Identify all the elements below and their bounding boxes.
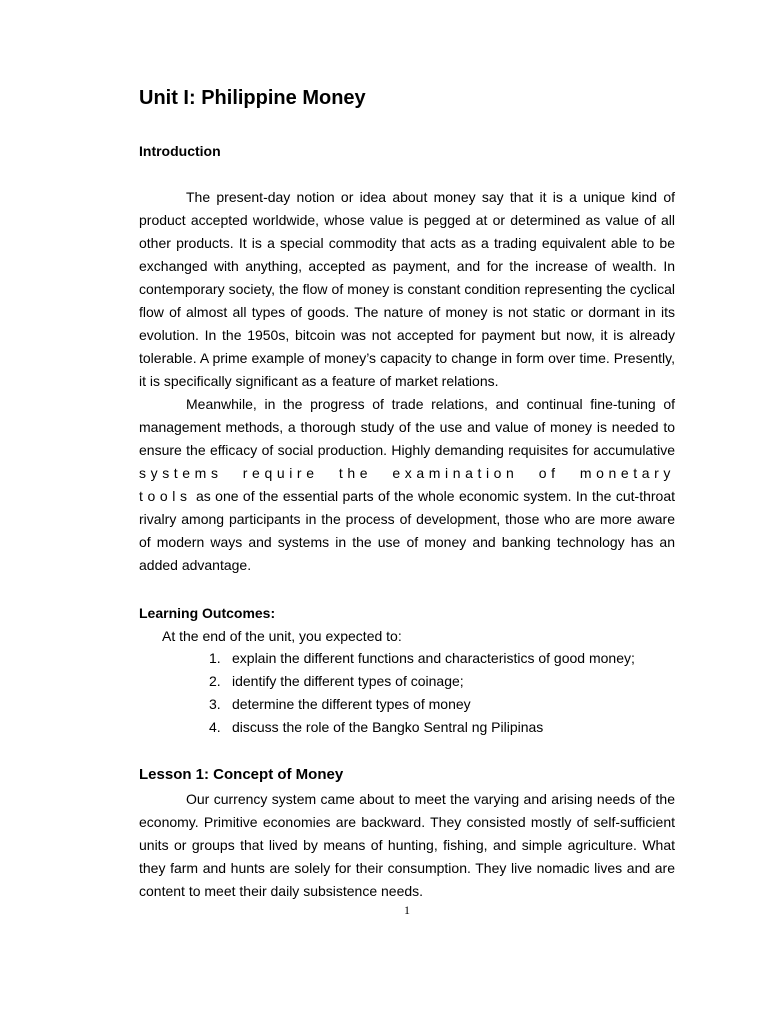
list-item-number: 3. bbox=[209, 696, 221, 712]
list-item-text: explain the different functions and characteristics of good money; bbox=[232, 650, 635, 666]
paragraph-2-part-1: Meanwhile, in the progress of trade relations, and continual fine-tuning of management methods, a thorough study of the use and value of money is needed to ensure the efficacy of social production. Highly demanding requisites for accumulative bbox=[139, 396, 675, 458]
learning-outcomes-list bbox=[209, 647, 635, 739]
list-item-number: 4. bbox=[209, 719, 221, 735]
unit-title: Unit I: Philippine Money bbox=[139, 87, 366, 109]
page-number: 1 bbox=[404, 903, 410, 917]
document-page bbox=[139, 0, 675, 1024]
introduction-paragraph-1: The present-day notion or idea about money say that it is a unique kind of product accepted worldwide, whose value is pegged at or determined as value of all other products. It is a special commodity that acts as a trading equivalent able to be exchanged with anything, accepted as payment, and for the increase of wealth. In contemporary society, the flow of money is constant condition representing the cyclical flow of almost all types of goods. The nature of money is not static or dormant in its evolution. In the 1950s, bitcoin was not accepted for payment but now, it is already tolerable. A prime example of money’s capacity to change in form over time. Presently, it is specifically significant as a feature of market relations. bbox=[139, 189, 675, 389]
list-item-text: discuss the role of the Bangko Sentral ng Pilipinas bbox=[232, 719, 544, 735]
lesson-1-heading: Lesson 1: Concept of Money bbox=[139, 766, 344, 783]
list-item-text: determine the different types of money bbox=[232, 696, 471, 712]
lesson-1-paragraph: Our currency system came about to meet the varying and arising needs of the economy. Primitive economies are backward. They consisted mostly of self-sufficient units or groups that lived by means of hunting, fishing, and simple agriculture. What they farm and hunts are solely for their consumption. They live nomadic lives and are content to meet their daily subsistence needs. bbox=[139, 791, 675, 899]
paragraph-2-spaced-text: systems require the examination of monetary tools bbox=[139, 465, 675, 504]
list-item bbox=[209, 670, 635, 693]
list-item-number: 1. bbox=[209, 650, 221, 666]
introduction-heading: Introduction bbox=[139, 143, 221, 159]
learning-outcomes-intro: At the end of the unit, you expected to: bbox=[162, 628, 402, 644]
list-item bbox=[209, 716, 635, 739]
learning-outcomes-heading: Learning Outcomes: bbox=[139, 605, 276, 621]
paragraph-2-part-2: as one of the essential parts of the whole economic system. In the cut-throat rivalry among participants in the process of development, those who are more aware of modern ways and systems in the use of money and banking technology has an added advantage. bbox=[139, 488, 675, 573]
list-item-number: 2. bbox=[209, 673, 221, 689]
introduction-paragraph-2 bbox=[139, 393, 675, 577]
list-item bbox=[209, 647, 635, 670]
list-item bbox=[209, 693, 635, 716]
list-item-text: identify the different types of coinage; bbox=[232, 673, 464, 689]
